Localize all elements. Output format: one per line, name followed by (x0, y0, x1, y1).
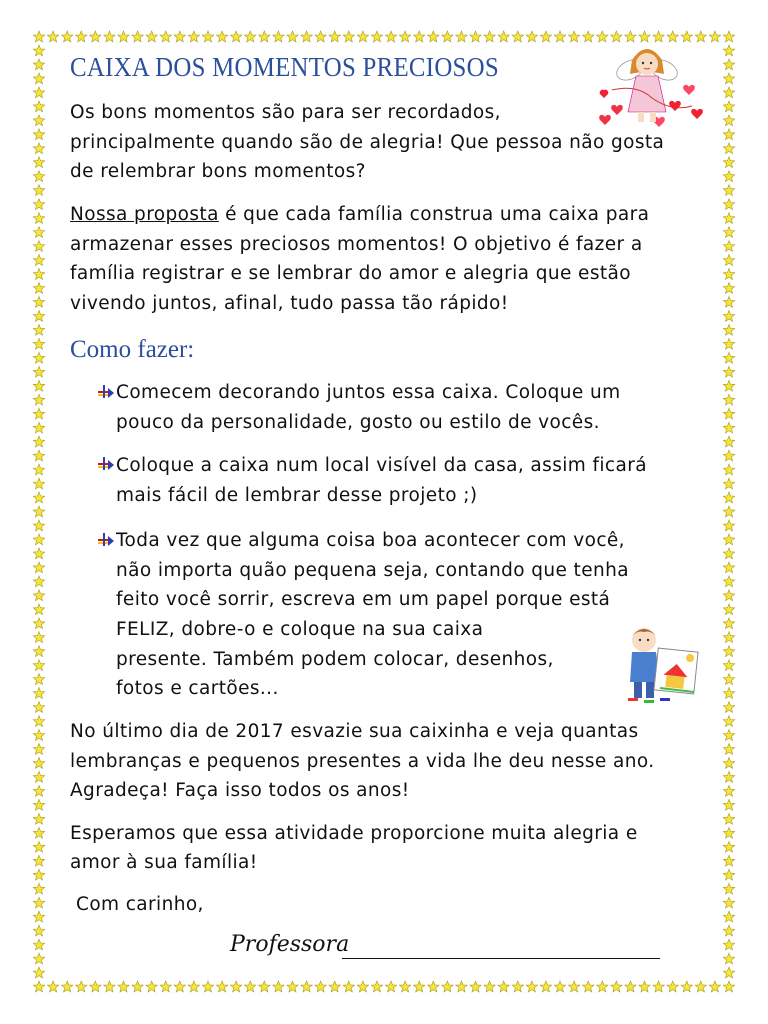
star-border-icon (33, 771, 44, 782)
star-border-icon (132, 981, 143, 992)
star-border-icon (723, 744, 734, 755)
star-border-icon (33, 59, 44, 70)
star-border-icon (343, 981, 354, 992)
star-border-icon (723, 45, 734, 56)
star-border-icon (723, 660, 734, 671)
star-border-icon (723, 59, 734, 70)
star-border-icon (723, 813, 734, 824)
star-border-icon (723, 73, 734, 84)
star-border-icon (33, 785, 44, 796)
star-border-icon (62, 981, 73, 992)
star-border-icon (399, 31, 410, 42)
proposal-line-1 (70, 200, 649, 230)
star-border-icon (723, 702, 734, 713)
star-border-icon (371, 31, 382, 42)
star-border-icon (230, 981, 241, 992)
star-border-icon (301, 981, 313, 992)
star-border-icon (33, 45, 44, 56)
star-border-icon (216, 981, 227, 992)
star-border-icon (33, 255, 44, 266)
star-border-icon (33, 241, 44, 252)
star-border-icon (33, 674, 44, 685)
star-border-icon (723, 310, 734, 321)
proposal-underlined: Nossa proposta (70, 204, 219, 225)
star-border-icon (33, 869, 44, 880)
star-border-icon (723, 771, 734, 782)
star-border-icon (33, 422, 44, 433)
star-border-icon (33, 604, 44, 615)
star-border-icon (33, 520, 44, 531)
star-border-icon (723, 925, 734, 936)
star-border-icon (371, 981, 382, 992)
star-border-icon (667, 981, 678, 992)
star-border-icon (33, 953, 44, 964)
star-border-icon (33, 646, 44, 657)
star-border-icon (47, 31, 58, 42)
star-border-icon (315, 31, 326, 42)
bullet-arrow-icon (98, 456, 114, 472)
proposal-line-3: família registrar e se lembrar do amor e alegria que estão (70, 263, 631, 284)
star-border-icon (723, 618, 734, 629)
star-border-icon (723, 632, 734, 643)
step-3-line-6: fotos e cartões... (116, 678, 279, 699)
star-border-icon (554, 981, 565, 992)
star-border-icon (723, 841, 734, 852)
star-border-icon (33, 352, 44, 363)
star-border-icon (723, 688, 734, 699)
star-border-icon (33, 157, 44, 168)
star-border-icon (723, 506, 734, 517)
star-border-icon (33, 911, 44, 922)
star-border-icon (33, 548, 44, 559)
star-border-icon (723, 101, 734, 112)
star-border-icon (385, 31, 396, 42)
star-border-icon (188, 31, 199, 42)
page-title: CAIXA DOS MOMENTOS PRECIOSOS (70, 52, 499, 82)
star-border-icon (245, 981, 256, 992)
star-border-icon (33, 143, 44, 154)
star-border-icon (611, 981, 623, 992)
bullet-arrow-icon (98, 384, 114, 400)
star-border-icon (723, 534, 734, 545)
star-border-icon (33, 730, 44, 741)
star-border-icon (33, 590, 44, 601)
star-border-icon (723, 366, 734, 377)
star-border-icon (442, 981, 453, 992)
star-border-icon (202, 31, 213, 42)
star-border-icon (723, 199, 734, 210)
star-border-icon (723, 967, 734, 978)
star-border-icon (625, 981, 636, 992)
star-border-icon (230, 31, 241, 42)
star-border-icon (33, 283, 44, 294)
star-border-icon (723, 255, 734, 266)
star-border-icon (723, 394, 734, 405)
star-border-icon (723, 939, 734, 950)
step-2-line-2: mais fácil de lembrar desse projeto ;) (116, 485, 478, 506)
star-border-icon (568, 981, 579, 992)
star-border-icon (385, 981, 396, 992)
star-border-icon (723, 157, 734, 168)
star-border-icon (583, 981, 594, 992)
star-border-icon (33, 744, 44, 755)
star-border-icon (723, 562, 734, 573)
star-border-icon (216, 31, 227, 42)
star-border-icon (723, 296, 734, 307)
step-1-line-2: pouco da personalidade, gosto ou estilo de vocês. (116, 412, 600, 433)
star-border-icon (33, 185, 44, 196)
star-border-icon (498, 31, 509, 42)
star-border-icon (723, 883, 734, 894)
star-border-icon (33, 841, 44, 852)
star-border-icon (723, 185, 734, 196)
star-border-icon (33, 716, 44, 727)
star-border-icon (723, 436, 734, 447)
star-border-icon (90, 981, 101, 992)
star-border-icon (33, 213, 44, 224)
star-border-icon (723, 548, 734, 559)
star-border-icon (723, 283, 734, 294)
star-border-icon (723, 464, 734, 475)
star-border-icon (414, 31, 425, 42)
how-to-title: Como fazer: (70, 336, 195, 363)
signature-line (342, 958, 660, 959)
star-border-icon (33, 813, 44, 824)
star-border-icon (723, 716, 734, 727)
star-border-icon (33, 967, 44, 978)
star-border-icon (723, 674, 734, 685)
step-3-line-2: não importa quão pequena seja, contando que tenha (116, 560, 629, 581)
star-border-icon (428, 981, 439, 992)
star-border-icon (287, 981, 298, 992)
star-border-icon (723, 576, 734, 587)
star-border-icon (33, 799, 44, 810)
star-border-icon (723, 31, 734, 42)
star-border-icon (723, 478, 734, 489)
star-border-icon (512, 31, 523, 42)
wish-line-1: Esperamos que essa atividade proporcione muita alegria e (70, 823, 638, 844)
star-border-icon (653, 981, 664, 992)
star-border-icon (259, 981, 270, 992)
step-3-line-4: FELIZ, dobre-o e coloque na sua caixa (116, 619, 484, 640)
step-1-line-1: Comecem decorando juntos essa caixa. Coloque um (116, 382, 621, 403)
star-border-icon (33, 758, 44, 769)
star-border-icon (399, 981, 410, 992)
star-border-icon (723, 604, 734, 615)
star-border-icon (723, 855, 734, 866)
star-border-icon (90, 31, 101, 42)
star-border-icon (33, 324, 44, 335)
star-border-icon (33, 827, 44, 838)
closing-line-1: No último dia de 2017 esvazie sua caixinha e veja quantas (70, 721, 639, 742)
star-border-icon (33, 227, 44, 238)
star-border-icon (723, 171, 734, 182)
star-border-icon (568, 31, 579, 42)
star-border-icon (498, 981, 509, 992)
star-border-icon (33, 115, 44, 126)
star-border-icon (188, 981, 199, 992)
star-border-icon (287, 31, 298, 42)
star-border-icon (104, 981, 115, 992)
star-border-icon (33, 129, 44, 140)
star-border-icon (723, 380, 734, 391)
star-border-icon (33, 436, 44, 447)
star-border-icon (33, 73, 44, 84)
star-border-icon (118, 31, 129, 42)
star-border-icon (259, 31, 270, 42)
star-border-icon (33, 618, 44, 629)
star-border-icon (639, 981, 650, 992)
star-border-icon (33, 366, 44, 377)
star-border-icon (723, 492, 734, 503)
star-border-icon (526, 981, 537, 992)
star-border-icon (681, 981, 693, 992)
star-border-icon (723, 758, 734, 769)
star-border-icon (723, 897, 734, 908)
star-border-icon (33, 310, 44, 321)
star-border-icon (160, 31, 171, 42)
star-border-icon (33, 31, 44, 42)
star-border-icon (245, 31, 256, 42)
star-border-icon (484, 981, 495, 992)
wish-line-2: amor à sua família! (70, 852, 258, 873)
star-border-icon (33, 380, 44, 391)
star-border-icon (723, 450, 734, 461)
star-border-icon (343, 31, 354, 42)
star-border-icon (723, 129, 734, 140)
proposal-line-1-rest: é que cada família construa uma caixa para (218, 204, 650, 225)
star-border-icon (540, 981, 551, 992)
star-border-icon (33, 702, 44, 713)
star-border-icon (456, 981, 468, 992)
star-border-icon (723, 953, 734, 964)
intro-line-3: de relembrar bons momentos? (70, 161, 366, 182)
star-border-icon (174, 31, 185, 42)
star-border-icon (723, 324, 734, 335)
star-border-icon (301, 31, 313, 42)
star-border-icon (47, 981, 58, 992)
star-border-icon (723, 869, 734, 880)
star-border-icon (33, 171, 44, 182)
star-border-icon (33, 632, 44, 643)
star-border-icon (723, 911, 734, 922)
star-border-icon (357, 981, 368, 992)
star-border-icon (723, 408, 734, 419)
signature-label: Professora (230, 932, 350, 957)
star-border-icon (33, 269, 44, 280)
bullet-arrow-icon (98, 532, 114, 548)
star-border-icon (33, 296, 44, 307)
star-border-icon (723, 338, 734, 349)
star-border-icon (484, 31, 495, 42)
star-border-icon (273, 981, 284, 992)
proposal-line-2: armazenar esses preciosos momentos! O objetivo é fazer a (70, 234, 643, 255)
star-border-icon (33, 464, 44, 475)
star-border-icon (33, 688, 44, 699)
star-border-icon (723, 241, 734, 252)
intro-line-2: principalmente quando são de alegria! Que pessoa não gosta (70, 132, 665, 153)
star-border-icon (174, 981, 185, 992)
star-border-icon (315, 981, 326, 992)
star-border-icon (470, 31, 481, 42)
star-border-icon (33, 939, 44, 950)
star-border-icon (597, 981, 608, 992)
angel-hearts-illustration (592, 40, 704, 134)
star-border-icon (357, 31, 368, 42)
star-border-icon (33, 101, 44, 112)
child-drawing-illustration (620, 622, 704, 706)
step-2-line-1: Coloque a caixa num local visível da casa, assim ficará (116, 455, 647, 476)
star-border-icon (723, 422, 734, 433)
star-border-icon (709, 31, 720, 42)
star-border-icon (33, 87, 44, 98)
star-border-icon (723, 590, 734, 601)
star-border-icon (512, 981, 523, 992)
star-border-icon (723, 646, 734, 657)
closing-line-3: Agradeça! Faça isso todos os anos! (70, 780, 410, 801)
star-border-icon (723, 213, 734, 224)
step-3-line-3: feito você sorrir, escreva em um papel porque está (116, 589, 611, 610)
star-border-icon (76, 31, 88, 42)
star-border-icon (428, 31, 439, 42)
star-border-icon (146, 31, 158, 42)
star-border-icon (33, 450, 44, 461)
star-border-icon (33, 492, 44, 503)
star-border-icon (76, 981, 88, 992)
star-border-icon (202, 981, 213, 992)
star-border-icon (554, 31, 565, 42)
star-border-icon (723, 799, 734, 810)
star-border-icon (723, 785, 734, 796)
star-border-icon (329, 31, 340, 42)
star-border-icon (132, 31, 143, 42)
star-border-icon (723, 87, 734, 98)
closing-line-2: lembranças e pequenos presentes a vida lhe deu nesse ano. (70, 751, 655, 772)
star-border-icon (33, 576, 44, 587)
star-border-icon (723, 520, 734, 531)
star-border-icon (723, 827, 734, 838)
star-border-icon (414, 981, 425, 992)
star-border-icon (33, 394, 44, 405)
star-border-icon (695, 981, 706, 992)
star-border-icon (33, 925, 44, 936)
star-border-icon (456, 31, 468, 42)
star-border-icon (470, 981, 481, 992)
star-border-icon (540, 31, 551, 42)
star-border-icon (723, 269, 734, 280)
star-border-icon (33, 660, 44, 671)
star-border-icon (33, 478, 44, 489)
star-border-icon (33, 506, 44, 517)
star-border-icon (160, 981, 171, 992)
star-border-icon (33, 855, 44, 866)
star-border-icon (329, 981, 340, 992)
proposal-line-4: vivendo juntos, afinal, tudo passa tão rápido! (70, 293, 509, 314)
star-border-icon (723, 981, 734, 992)
star-border-icon (33, 897, 44, 908)
star-border-icon (33, 883, 44, 894)
star-border-icon (709, 981, 720, 992)
star-border-icon (723, 227, 734, 238)
star-border-icon (442, 31, 453, 42)
star-border-icon (723, 115, 734, 126)
star-border-icon (118, 981, 129, 992)
star-border-icon (104, 31, 115, 42)
star-border-icon (33, 408, 44, 419)
greeting: Com carinho, (76, 894, 204, 915)
star-border-icon (62, 31, 73, 42)
star-border-icon (33, 338, 44, 349)
star-border-icon (146, 981, 158, 992)
star-border-icon (33, 199, 44, 210)
step-3-line-1: Toda vez que alguma coisa boa acontecer com você, (116, 530, 625, 551)
star-border-icon (723, 143, 734, 154)
star-border-icon (33, 534, 44, 545)
star-border-icon (273, 31, 284, 42)
star-border-icon (723, 730, 734, 741)
star-border-icon (526, 31, 537, 42)
intro-line-1: Os bons momentos são para ser recordados, (70, 102, 501, 123)
star-border-icon (33, 981, 44, 992)
step-3-line-5: presente. Também podem colocar, desenhos, (116, 649, 554, 670)
star-border-icon (33, 562, 44, 573)
star-border-icon (723, 352, 734, 363)
